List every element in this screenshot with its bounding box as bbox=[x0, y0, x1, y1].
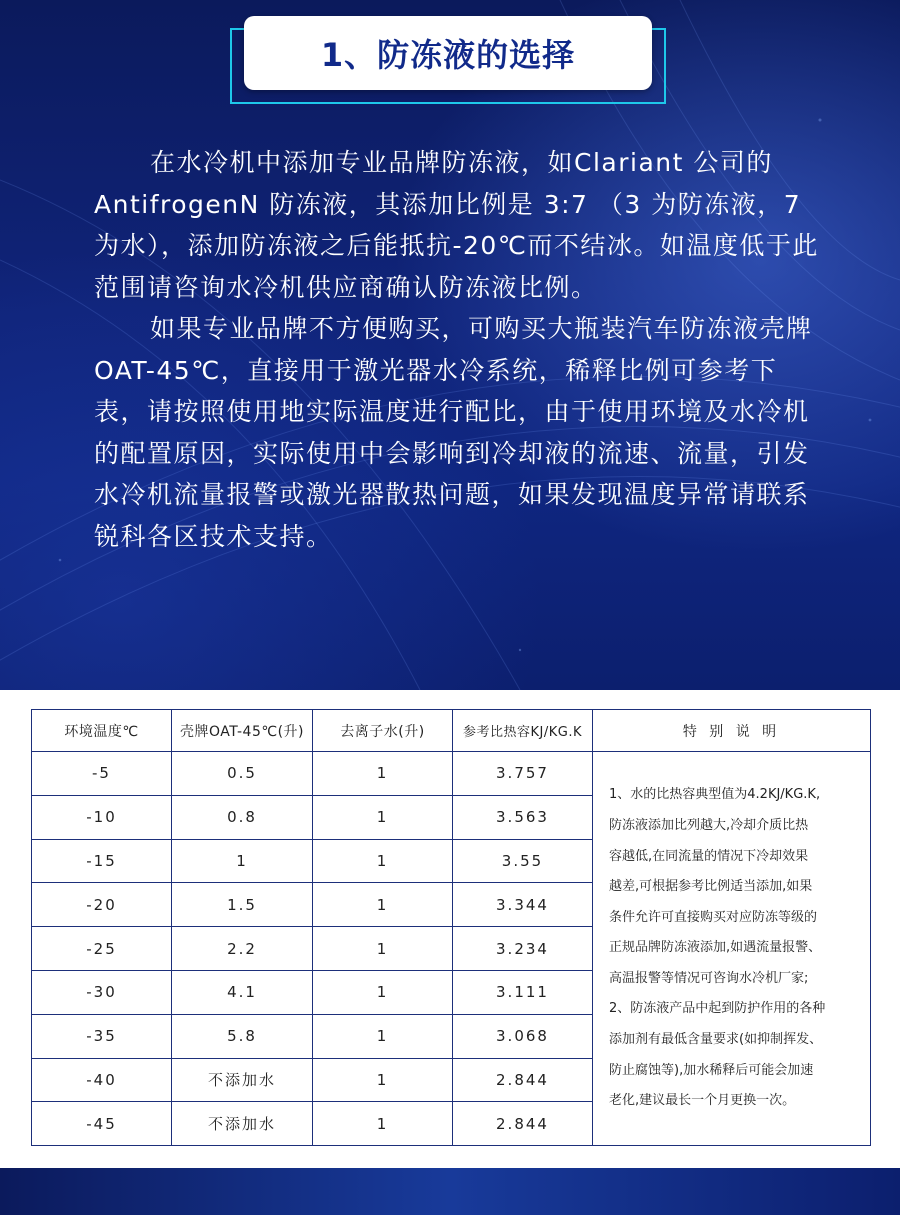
note-line: 防冻液添加比列越大,冷却介质比热 bbox=[609, 817, 809, 833]
table-cell: 1.5 bbox=[172, 883, 313, 927]
table-cell: 5.8 bbox=[172, 1014, 313, 1058]
table-cell: 3.234 bbox=[453, 927, 593, 971]
table-cell: 3.757 bbox=[453, 752, 593, 796]
intro-text bbox=[94, 142, 824, 557]
note-line: 1、水的比热容典型值为4.2KJ/KG.K, bbox=[609, 787, 821, 803]
table-cell: -15 bbox=[32, 839, 172, 883]
page-title: 1、防冻液的选择 bbox=[320, 36, 576, 74]
header-notes: 特 别 说 明 bbox=[593, 710, 871, 752]
note-line: 正规品牌防冻液添加,如遇流量报警、 bbox=[609, 940, 822, 956]
table-cell: -25 bbox=[32, 927, 172, 971]
header-heat-capacity: 参考比热容KJ/KG.K bbox=[453, 710, 593, 752]
note-line: 老化,建议最长一个月更换一次。 bbox=[609, 1093, 796, 1109]
table-cell: 不添加水 bbox=[172, 1102, 313, 1146]
paragraph-1: 在水冷机中添加专业品牌防冻液，如Clariant 公司的AntifrogenN 防冻液，其添加比例是 3:7 （3 为防冻液，7 为水），添加防冻液之后能抵抗-20℃而不结冰。如温度低于此范围请咨询水冷机供应商确认防冻液比例。 bbox=[94, 148, 819, 302]
note-line: 添加剂有最低含量要求(如抑制挥发、 bbox=[609, 1032, 823, 1048]
table-cell: 3.111 bbox=[453, 970, 593, 1014]
table-cell: 3.563 bbox=[453, 795, 593, 839]
table-cell: -45 bbox=[32, 1102, 172, 1146]
table-cell: 4.1 bbox=[172, 970, 313, 1014]
table-cell: 3.55 bbox=[453, 839, 593, 883]
note-line: 防止腐蚀等),加水稀释后可能会加速 bbox=[609, 1062, 814, 1078]
note-line: 容越低,在同流量的情况下冷却效果 bbox=[609, 848, 809, 864]
table-cell: 0.8 bbox=[172, 795, 313, 839]
note-line: 条件允许可直接购买对应防冻等级的 bbox=[609, 909, 818, 925]
note-line: 2、防冻液产品中起到防护作用的各种 bbox=[609, 1001, 826, 1017]
table-cell: 1 bbox=[313, 1102, 453, 1146]
header-water: 去离子水(升) bbox=[313, 710, 453, 752]
table-cell: 2.2 bbox=[172, 927, 313, 971]
table-row bbox=[32, 752, 871, 796]
header-antifreeze: 壳牌OAT-45℃(升) bbox=[172, 710, 313, 752]
table-cell: 1 bbox=[313, 970, 453, 1014]
title-box bbox=[244, 16, 652, 90]
table-cell: -5 bbox=[32, 752, 172, 796]
table-cell: 1 bbox=[313, 1058, 453, 1102]
header-temperature: 环境温度℃ bbox=[32, 710, 172, 752]
table-cell: -40 bbox=[32, 1058, 172, 1102]
table-cell: -20 bbox=[32, 883, 172, 927]
dilution-table bbox=[31, 709, 871, 1146]
table-cell: -30 bbox=[32, 970, 172, 1014]
dilution-table-container bbox=[31, 709, 870, 1146]
table-cell: 3.068 bbox=[453, 1014, 593, 1058]
special-notes-cell bbox=[593, 752, 871, 1146]
note-line: 高温报警等情况可咨询水冷机厂家; bbox=[609, 970, 809, 986]
paragraph-2: 如果专业品牌不方便购买，可购买大瓶装汽车防冻液壳牌OAT-45℃，直接用于激光器水冷系统，稀释比例可参考下表，请按照使用地实际温度进行配比，由于使用环境及水冷机的配置原因，实际使用中会影响到冷却液的流速、流量，引发水冷机流量报警或激光器散热问题，如果发现温度异常请联系锐科各区技术支持。 bbox=[94, 314, 813, 551]
table-cell: 2.844 bbox=[453, 1102, 593, 1146]
table-cell: 3.344 bbox=[453, 883, 593, 927]
table-cell: 2.844 bbox=[453, 1058, 593, 1102]
table-cell: 1 bbox=[313, 1014, 453, 1058]
table-cell: 1 bbox=[313, 839, 453, 883]
table-cell: 1 bbox=[313, 795, 453, 839]
table-cell: -10 bbox=[32, 795, 172, 839]
table-cell: 1 bbox=[313, 883, 453, 927]
note-line: 越差,可根据参考比例适当添加,如果 bbox=[609, 879, 813, 895]
table-cell: 1 bbox=[313, 752, 453, 796]
table-header-row bbox=[32, 710, 871, 752]
table-cell: 不添加水 bbox=[172, 1058, 313, 1102]
table-cell: 1 bbox=[172, 839, 313, 883]
footer-band bbox=[0, 1168, 900, 1215]
table-cell: 1 bbox=[313, 927, 453, 971]
table-cell: -35 bbox=[32, 1014, 172, 1058]
table-cell: 0.5 bbox=[172, 752, 313, 796]
